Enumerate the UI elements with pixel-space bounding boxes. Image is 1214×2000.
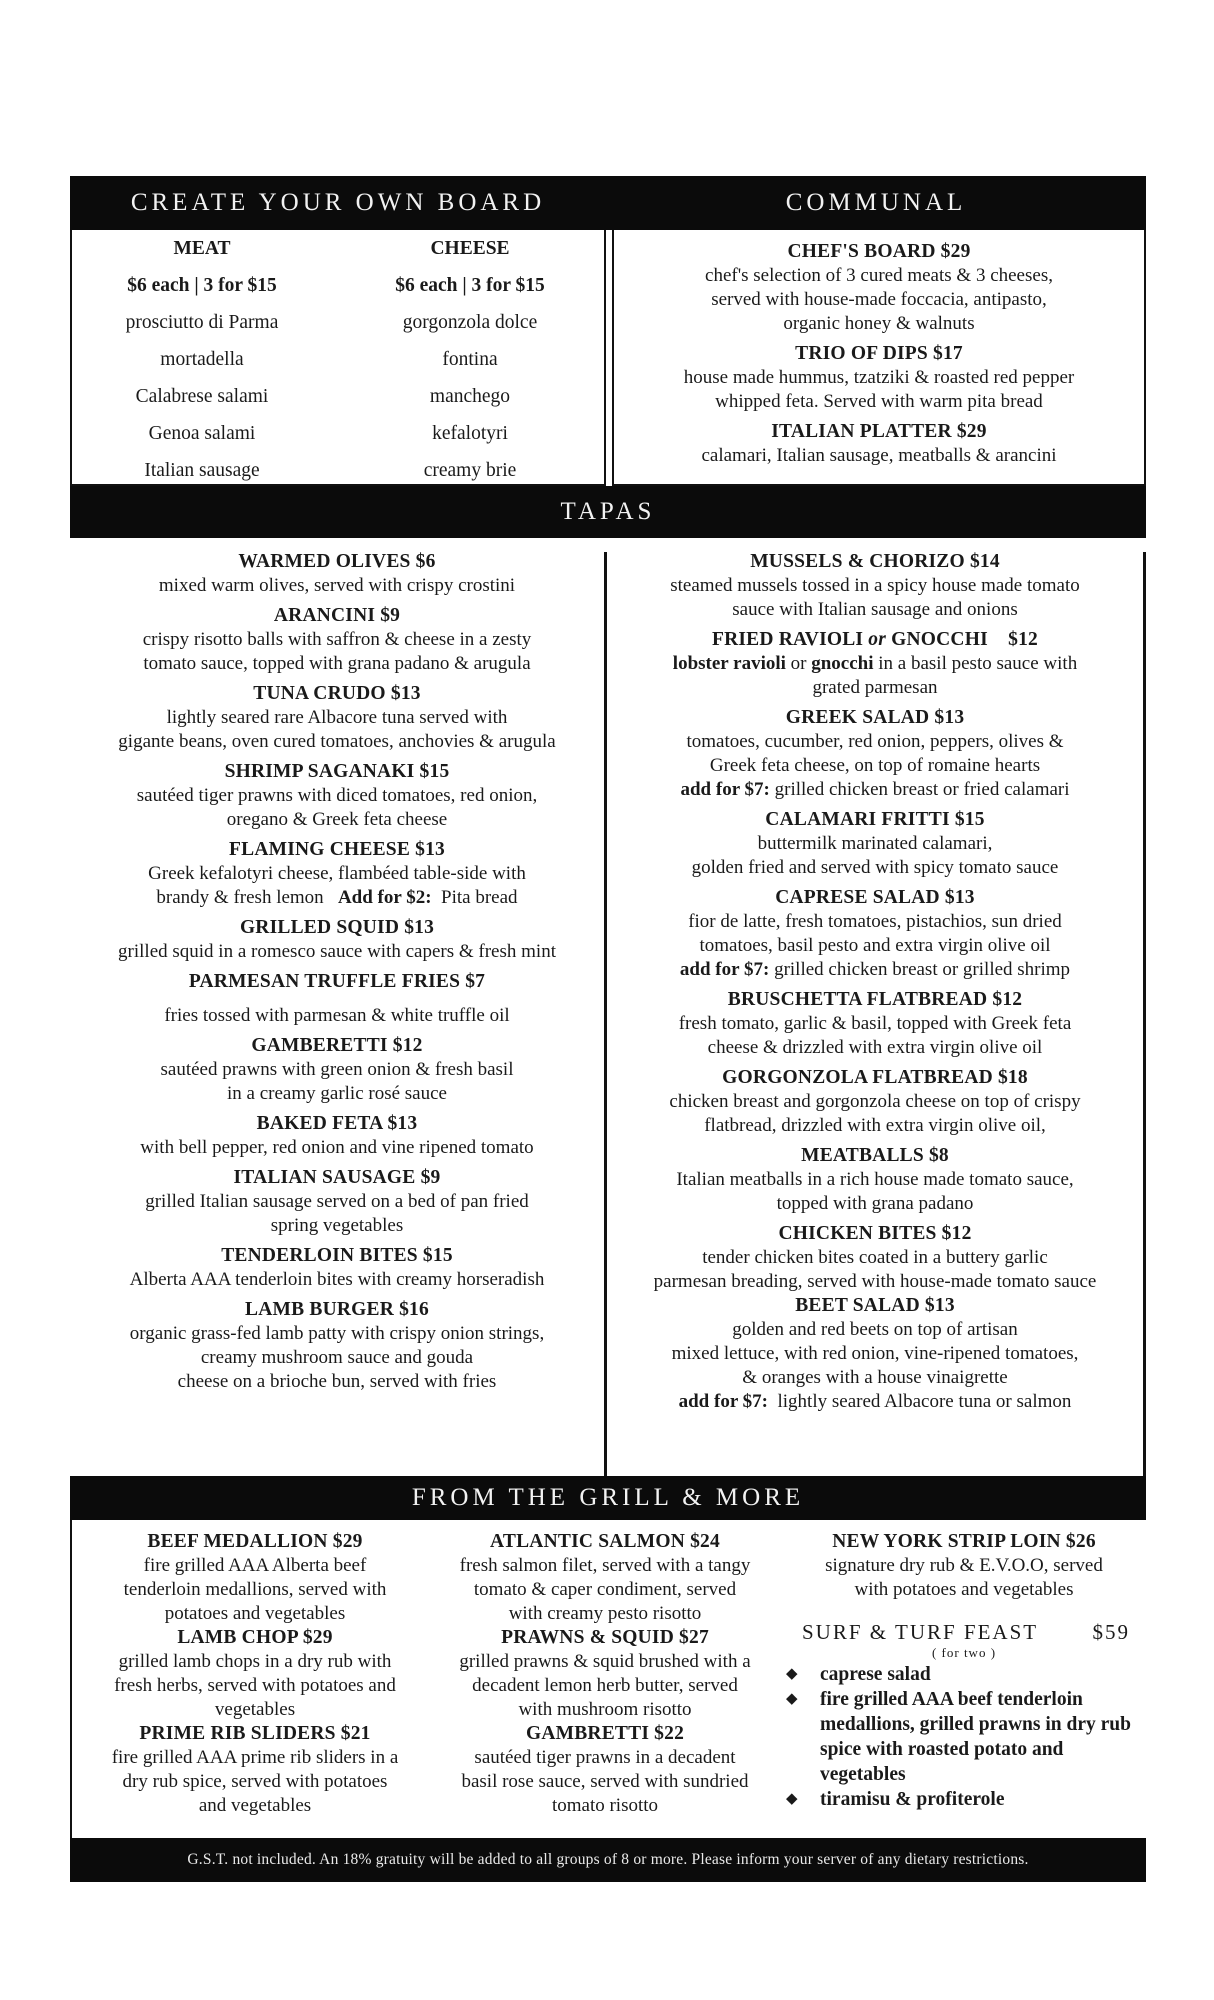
tapas-divider bbox=[604, 552, 607, 1476]
item-desc: decadent lemon herb butter, served bbox=[472, 1675, 738, 1696]
item-title: ARANCINI $9 bbox=[273, 605, 401, 626]
communal-panel bbox=[612, 230, 1146, 486]
tapas-header bbox=[70, 486, 1146, 538]
item-desc bbox=[74, 886, 600, 910]
item-desc: grilled prawns & squid brushed with a bbox=[459, 1651, 751, 1672]
tapas-item bbox=[610, 988, 1140, 1060]
item-desc: crispy risotto balls with saffron & cheese in a zesty bbox=[142, 629, 532, 650]
tapas-item bbox=[74, 1166, 600, 1238]
item-desc: tomatoes, cucumber, red onion, peppers, olives & bbox=[686, 731, 1064, 752]
grill-left-border bbox=[70, 1520, 72, 1846]
tapas-right-column bbox=[610, 550, 1140, 1420]
tapas-item bbox=[610, 706, 1140, 802]
item-desc: golden and red beets on top of artisan bbox=[732, 1319, 1018, 1340]
addon-text: lightly seared Albacore tuna or salmon bbox=[768, 1391, 1072, 1412]
item-desc: with potatoes and vegetables bbox=[854, 1579, 1074, 1600]
item-title: NEW YORK STRIP LOIN $26 bbox=[832, 1531, 1096, 1552]
tapas-item bbox=[74, 838, 600, 910]
item-desc: signature dry rub & E.V.O.O, served bbox=[825, 1555, 1103, 1576]
item-title: CHEF'S BOARD $29 bbox=[787, 241, 971, 262]
communal-header bbox=[606, 176, 1146, 230]
meat-item: Italian sausage bbox=[144, 460, 260, 481]
meat-column bbox=[72, 230, 332, 489]
item-desc: fries tossed with parmesan & white truffle oil bbox=[164, 1005, 510, 1026]
item-desc: with creamy pesto risotto bbox=[508, 1603, 702, 1624]
item-desc bbox=[610, 652, 1140, 676]
tapas-item bbox=[74, 682, 600, 754]
item-title: CALAMARI FRITTI $15 bbox=[765, 809, 985, 830]
tapas-item bbox=[74, 1034, 600, 1106]
item-desc: creamy mushroom sauce and gouda bbox=[200, 1347, 474, 1368]
item-desc: potatoes and vegetables bbox=[164, 1603, 346, 1624]
item-title: TENDERLOIN BITES $15 bbox=[221, 1245, 453, 1266]
grill-item bbox=[80, 1626, 430, 1722]
grill-column-3 bbox=[788, 1530, 1140, 1812]
tapas-header-text: TAPAS bbox=[560, 498, 656, 525]
title-text: GNOCCHI $12 bbox=[886, 629, 1039, 650]
item-title: LAMB CHOP $29 bbox=[177, 1627, 333, 1648]
surf-turf-price: $59 bbox=[1092, 1620, 1130, 1644]
tapas-item bbox=[610, 1066, 1140, 1138]
desc-text: Pita bread bbox=[431, 887, 518, 908]
item-desc: & oranges with a house vinaigrette bbox=[742, 1367, 1008, 1388]
communal-item bbox=[614, 420, 1144, 468]
item-desc: fresh herbs, served with potatoes and bbox=[114, 1675, 396, 1696]
item-desc: grated parmesan bbox=[812, 677, 938, 698]
item-desc: gigante beans, oven cured tomatoes, anchovies & arugula bbox=[118, 731, 556, 752]
item-desc: organic honey & walnuts bbox=[783, 313, 975, 334]
grill-item bbox=[80, 1722, 430, 1818]
addon-text: grilled chicken breast or fried calamari bbox=[769, 779, 1070, 800]
tapas-item bbox=[610, 1222, 1140, 1294]
tapas-item bbox=[74, 604, 600, 676]
tapas-item bbox=[74, 1244, 600, 1292]
meat-price: $6 each | 3 for $15 bbox=[127, 275, 277, 296]
grill-item bbox=[430, 1722, 780, 1818]
cheese-item: fontina bbox=[442, 349, 498, 370]
item-desc: served with house-made foccacia, antipasto, bbox=[711, 289, 1047, 310]
item-desc: steamed mussels tossed in a spicy house made tomato bbox=[670, 575, 1080, 596]
board-header bbox=[70, 176, 606, 230]
grill-item bbox=[430, 1626, 780, 1722]
item-desc: grilled squid in a romesco sauce with capers & fresh mint bbox=[118, 941, 556, 962]
item-title: GORGONZOLA FLATBREAD $18 bbox=[722, 1067, 1028, 1088]
item-desc: in a creamy garlic rosé sauce bbox=[227, 1083, 447, 1104]
cheese-item: kefalotyri bbox=[432, 423, 508, 444]
tapas-item bbox=[610, 808, 1140, 880]
item-desc: mixed warm olives, served with crispy crostini bbox=[158, 575, 516, 596]
tapas-item bbox=[74, 550, 600, 598]
tapas-item bbox=[74, 1298, 600, 1394]
tapas-item bbox=[74, 970, 600, 1028]
cheese-title: CHEESE bbox=[430, 238, 510, 259]
item-desc: tender chicken bites coated in a buttery garlic bbox=[702, 1247, 1048, 1268]
diamond-bullet-icon: ◆ bbox=[786, 1691, 798, 1707]
grill-item bbox=[80, 1530, 430, 1626]
footer-text: G.S.T. not included. An 18% gratuity will be added to all groups of 8 or more. Please inform your server of any dietary restrictions. bbox=[187, 1851, 1029, 1868]
addon-label: Add for $2: bbox=[337, 887, 432, 908]
item-desc: grilled Italian sausage served on a bed of pan fried bbox=[145, 1191, 529, 1212]
item-desc: tomato sauce, topped with grana padano & arugula bbox=[143, 653, 531, 674]
tapas-item bbox=[610, 628, 1140, 700]
item-desc: grilled lamb chops in a dry rub with bbox=[118, 1651, 392, 1672]
item-desc: mixed lettuce, with red onion, vine-ripened tomatoes, bbox=[671, 1343, 1079, 1364]
item-title: ITALIAN SAUSAGE $9 bbox=[233, 1167, 441, 1188]
item-desc: topped with grana padano bbox=[776, 1193, 974, 1214]
meat-item: prosciutto di Parma bbox=[125, 312, 279, 333]
diamond-bullet-icon: ◆ bbox=[786, 1666, 798, 1682]
title-or: or bbox=[868, 629, 887, 650]
item-desc: Italian meatballs in a rich house made tomato sauce, bbox=[676, 1169, 1074, 1190]
item-desc: calamari, Italian sausage, meatballs & arancini bbox=[701, 445, 1057, 466]
item-desc: dry rub spice, served with potatoes bbox=[122, 1771, 388, 1792]
item-title: FLAMING CHEESE $13 bbox=[229, 839, 445, 860]
item-desc: fresh salmon filet, served with a tangy bbox=[459, 1555, 751, 1576]
item-desc: house made hummus, tzatziki & roasted red pepper bbox=[683, 367, 1075, 388]
item-desc: Alberta AAA tenderloin bites with creamy horseradish bbox=[129, 1269, 545, 1290]
item-title: GREEK SALAD $13 bbox=[785, 707, 965, 728]
item-desc: sautéed tiger prawns in a decadent bbox=[474, 1747, 736, 1768]
surf-turf-item bbox=[782, 1787, 1140, 1812]
item-title: WARMED OLIVES $6 bbox=[238, 551, 436, 572]
item-addon bbox=[610, 1390, 1140, 1414]
cheese-item: gorgonzola dolce bbox=[402, 312, 538, 333]
meat-item: Genoa salami bbox=[148, 423, 256, 444]
desc-bold: lobster ravioli bbox=[672, 653, 786, 674]
item-desc: tomatoes, basil pesto and extra virgin olive oil bbox=[699, 935, 1051, 956]
item-title: TRIO OF DIPS $17 bbox=[795, 343, 963, 364]
item-desc: fire grilled AAA Alberta beef bbox=[143, 1555, 367, 1576]
item-desc: organic grass-fed lamb patty with crispy onion strings, bbox=[129, 1323, 545, 1344]
addon-text: grilled chicken breast or grilled shrimp bbox=[769, 959, 1071, 980]
item-title: CAPRESE SALAD $13 bbox=[775, 887, 975, 908]
item-title: LAMB BURGER $16 bbox=[245, 1299, 429, 1320]
item-desc: cheese & drizzled with extra virgin olive oil bbox=[707, 1037, 1043, 1058]
item-title: BEEF MEDALLION $29 bbox=[147, 1531, 363, 1552]
tapas-left-column bbox=[74, 550, 600, 1400]
communal-header-text: COMMUNAL bbox=[785, 189, 967, 216]
item-desc: cheese on a brioche bun, served with fries bbox=[177, 1371, 497, 1392]
desc-text: or bbox=[785, 653, 812, 674]
board-header-text: CREATE YOUR OWN BOARD bbox=[130, 189, 546, 216]
cheese-price: $6 each | 3 for $15 bbox=[395, 275, 545, 296]
surf-turf-note: ( for two ) bbox=[931, 1645, 997, 1660]
item-title: ATLANTIC SALMON $24 bbox=[490, 1531, 720, 1552]
item-desc: tomato risotto bbox=[551, 1795, 659, 1816]
item-title: TUNA CRUDO $13 bbox=[253, 683, 421, 704]
grill-column-1 bbox=[80, 1530, 430, 1818]
item-title: MUSSELS & CHORIZO $14 bbox=[750, 551, 1000, 572]
addon-label: add for $7: bbox=[680, 779, 770, 800]
item-desc: parmesan breading, served with house-made tomato sauce bbox=[653, 1271, 1097, 1292]
cheese-item: creamy brie bbox=[423, 460, 517, 481]
communal-item bbox=[614, 240, 1144, 336]
meat-title: MEAT bbox=[173, 238, 231, 259]
item-desc: with mushroom risotto bbox=[518, 1699, 692, 1720]
tapas-right-border bbox=[1143, 552, 1146, 1476]
item-desc: with bell pepper, red onion and vine ripened tomato bbox=[140, 1137, 534, 1158]
item-title: PRIME RIB SLIDERS $21 bbox=[139, 1723, 371, 1744]
grill-item bbox=[430, 1530, 780, 1626]
tapas-item bbox=[74, 1112, 600, 1160]
item-title: PRAWNS & SQUID $27 bbox=[501, 1627, 709, 1648]
item-desc: flatbread, drizzled with extra virgin olive oil, bbox=[704, 1115, 1046, 1136]
item-title bbox=[610, 628, 1140, 652]
desc-text: brandy & fresh lemon bbox=[156, 887, 338, 908]
surf-turf-heading bbox=[788, 1620, 1140, 1644]
item-desc: vegetables bbox=[214, 1699, 296, 1720]
item-desc: basil rose sauce, served with sundried bbox=[461, 1771, 749, 1792]
item-title: BEET SALAD $13 bbox=[795, 1295, 955, 1316]
surf-turf-item-text: fire grilled AAA beef tenderloin medallions, grilled prawns in dry rub spice with roasted potato and vegetables bbox=[820, 1689, 1131, 1785]
item-title: GRILLED SQUID $13 bbox=[239, 917, 435, 938]
item-desc: buttermilk marinated calamari, bbox=[757, 833, 993, 854]
item-desc: sauce with Italian sausage and onions bbox=[732, 599, 1018, 620]
item-desc: fior de latte, fresh tomatoes, pistachios, sun dried bbox=[688, 911, 1062, 932]
surf-turf-item-text: caprese salad bbox=[820, 1664, 931, 1685]
surf-turf-item bbox=[782, 1662, 1140, 1687]
meat-item: Calabrese salami bbox=[135, 386, 269, 407]
tapas-item bbox=[610, 1294, 1140, 1414]
item-desc: fresh tomato, garlic & basil, topped with Greek feta bbox=[678, 1013, 1072, 1034]
cheese-column bbox=[332, 230, 608, 489]
item-desc: tenderloin medallions, served with bbox=[123, 1579, 387, 1600]
item-addon bbox=[610, 958, 1140, 982]
item-desc: Greek feta cheese, on top of romaine hearts bbox=[709, 755, 1041, 776]
item-title: GAMBERETTI $12 bbox=[251, 1035, 423, 1056]
item-title: BRUSCHETTA FLATBREAD $12 bbox=[727, 989, 1023, 1010]
item-desc: tomato & caper condiment, served bbox=[473, 1579, 737, 1600]
grill-column-2 bbox=[430, 1530, 780, 1818]
item-title: MEATBALLS $8 bbox=[801, 1145, 949, 1166]
item-desc: oregano & Greek feta cheese bbox=[226, 809, 448, 830]
item-desc: and vegetables bbox=[198, 1795, 312, 1816]
item-title: GAMBRETTI $22 bbox=[525, 1723, 685, 1744]
tapas-item bbox=[610, 1144, 1140, 1216]
item-desc: fire grilled AAA prime rib sliders in a bbox=[111, 1747, 399, 1768]
grill-item bbox=[788, 1530, 1140, 1602]
tapas-item bbox=[74, 916, 600, 964]
addon-label: add for $7: bbox=[678, 1391, 768, 1412]
item-addon bbox=[610, 778, 1140, 802]
communal-item bbox=[614, 342, 1144, 414]
desc-bold: gnocchi bbox=[811, 653, 874, 674]
tapas-item bbox=[74, 760, 600, 832]
item-desc: chicken breast and gorgonzola cheese on top of crispy bbox=[669, 1091, 1081, 1112]
board-panel bbox=[70, 230, 606, 486]
item-desc: sautéed tiger prawns with diced tomatoes, red onion, bbox=[136, 785, 538, 806]
grill-header bbox=[70, 1476, 1146, 1520]
cheese-item: manchego bbox=[429, 386, 511, 407]
item-desc: spring vegetables bbox=[270, 1215, 404, 1236]
tapas-item bbox=[610, 886, 1140, 982]
surf-turf-item bbox=[782, 1687, 1140, 1787]
item-desc: sautéed prawns with green onion & fresh basil bbox=[160, 1059, 514, 1080]
item-title: BAKED FETA $13 bbox=[256, 1113, 418, 1134]
tapas-item bbox=[610, 550, 1140, 622]
item-desc: Greek kefalotyri cheese, flambéed table-side with bbox=[148, 863, 526, 884]
item-desc: whipped feta. Served with warm pita bread bbox=[715, 391, 1043, 412]
footer-bar bbox=[70, 1838, 1146, 1882]
title-text: FRIED RAVIOLI bbox=[711, 629, 869, 650]
item-desc: lightly seared rare Albacore tuna served with bbox=[166, 707, 508, 728]
item-title: SHRIMP SAGANAKI $15 bbox=[224, 761, 450, 782]
surf-turf-item-text: tiramisu & profiterole bbox=[820, 1789, 1005, 1810]
item-desc: chef's selection of 3 cured meats & 3 cheeses, bbox=[705, 265, 1053, 286]
meat-item: mortadella bbox=[160, 349, 244, 370]
item-title: CHICKEN BITES $12 bbox=[778, 1223, 972, 1244]
surf-turf-name: SURF & TURF FEAST bbox=[802, 1620, 1039, 1644]
surf-turf-list bbox=[782, 1662, 1140, 1812]
item-title: PARMESAN TRUFFLE FRIES $7 bbox=[188, 971, 486, 992]
desc-text: in a basil pesto sauce with bbox=[873, 653, 1078, 674]
addon-label: add for $7: bbox=[679, 959, 770, 980]
diamond-bullet-icon: ◆ bbox=[786, 1791, 798, 1807]
item-desc: golden fried and served with spicy tomato sauce bbox=[691, 857, 1059, 878]
item-title: ITALIAN PLATTER $29 bbox=[771, 421, 987, 442]
grill-header-text: FROM THE GRILL & MORE bbox=[411, 1484, 805, 1511]
